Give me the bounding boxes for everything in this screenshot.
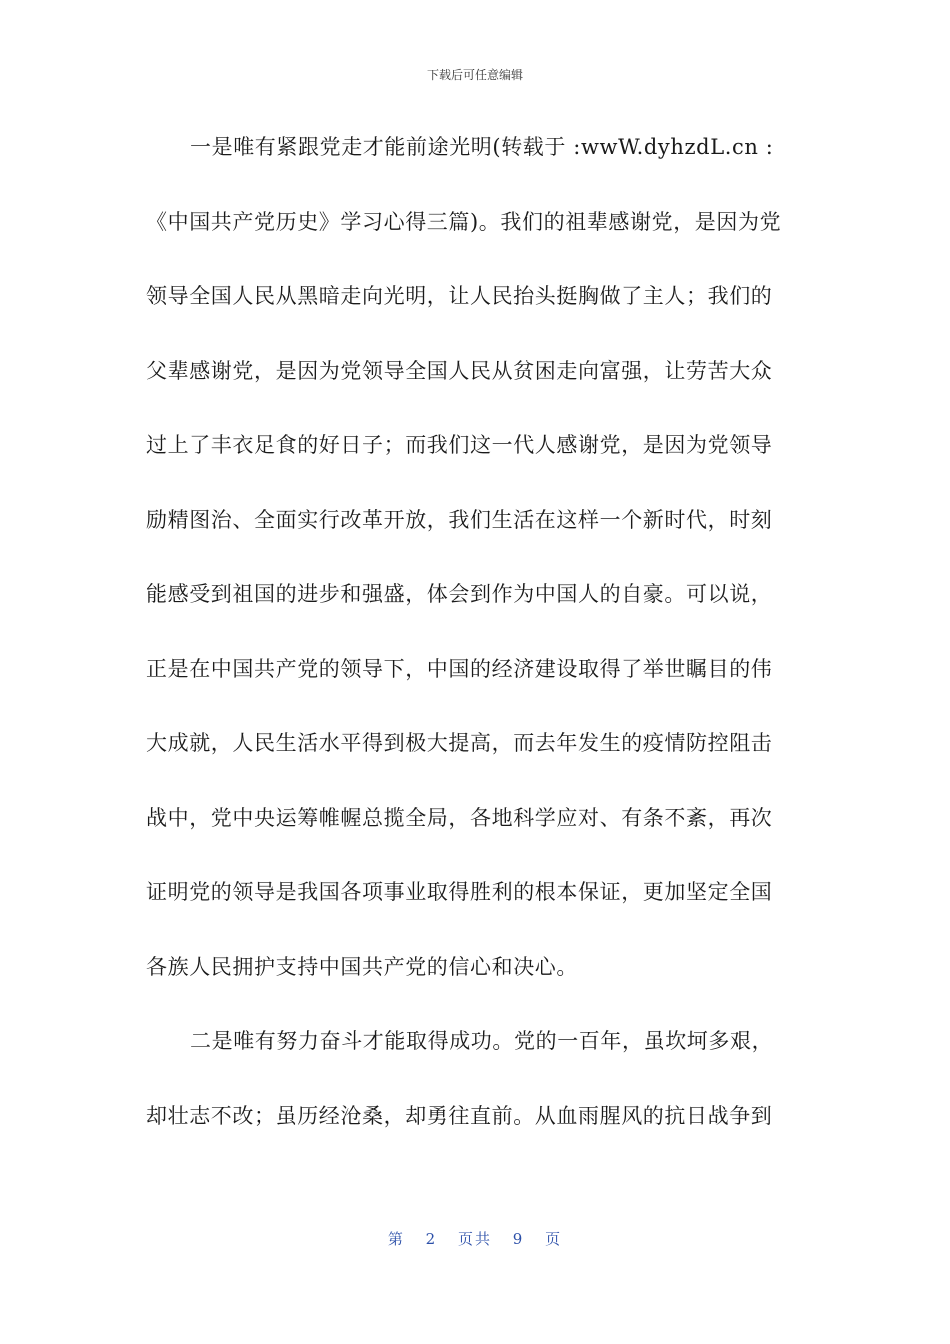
- paragraph-1-line-6: 励精图治、全面实行改革开放，我们生活在这样一个新时代，时刻: [146, 507, 773, 532]
- paragraph-1-line-7: 能感受到祖国的进步和强盛，体会到作为中国人的自豪。可以说，: [146, 582, 773, 606]
- paragraph-1-line-2: 《中国共产党历史》学习心得三篇)。我们的祖辈感谢党，是因为党: [146, 209, 782, 234]
- paragraph-1-line-3: 领导全国人民从黑暗走向光明，让人民抬头挺胸做了主人；我们的: [146, 284, 773, 308]
- page-number-footer: 第 2 页共 9 页: [387, 1230, 563, 1248]
- paragraph-1-line-5: 过上了丰衣足食的好日子；而我们这一代人感谢党，是因为党领导: [146, 433, 773, 457]
- paragraph-1-line-8: 正是在中国共产党的领导下，中国的经济建设取得了举世瞩目的伟: [146, 656, 773, 681]
- paragraph-1-line-12: 各族人民拥护支持中国共产党的信心和决心。: [146, 954, 578, 979]
- paragraph-1-line-4: 父辈感谢党，是因为党领导全国人民从贫困走向富强，让劳苦大众: [146, 358, 773, 383]
- paragraph-1-line-10: 战中，党中央运筹帷幄总揽全局，各地科学应对、有条不紊，再次: [146, 805, 773, 830]
- paragraph-1-line-1: 一是唯有紧跟党走才能前途光明(转载于 :wwW.dyhzdL.cn :: [190, 135, 774, 159]
- document-body: [146, 124, 806, 1167]
- paragraph-2-line-1: 二是唯有努力奋斗才能取得成功。党的一百年，虽坎坷多艰，: [190, 1029, 774, 1053]
- paragraph-2-line-2: 却壮志不改；虽历经沧桑，却勇往直前。从血雨腥风的抗日战争到: [146, 1103, 773, 1128]
- paragraph-1-line-9: 大成就，人民生活水平得到极大提高，而去年发生的疫情防控阻击: [146, 731, 773, 755]
- paragraph-1-line-11: 证明党的领导是我国各项事业取得胜利的根本保证，更加坚定全国: [146, 880, 773, 904]
- page-header-note: 下载后可任意编辑: [426, 68, 523, 82]
